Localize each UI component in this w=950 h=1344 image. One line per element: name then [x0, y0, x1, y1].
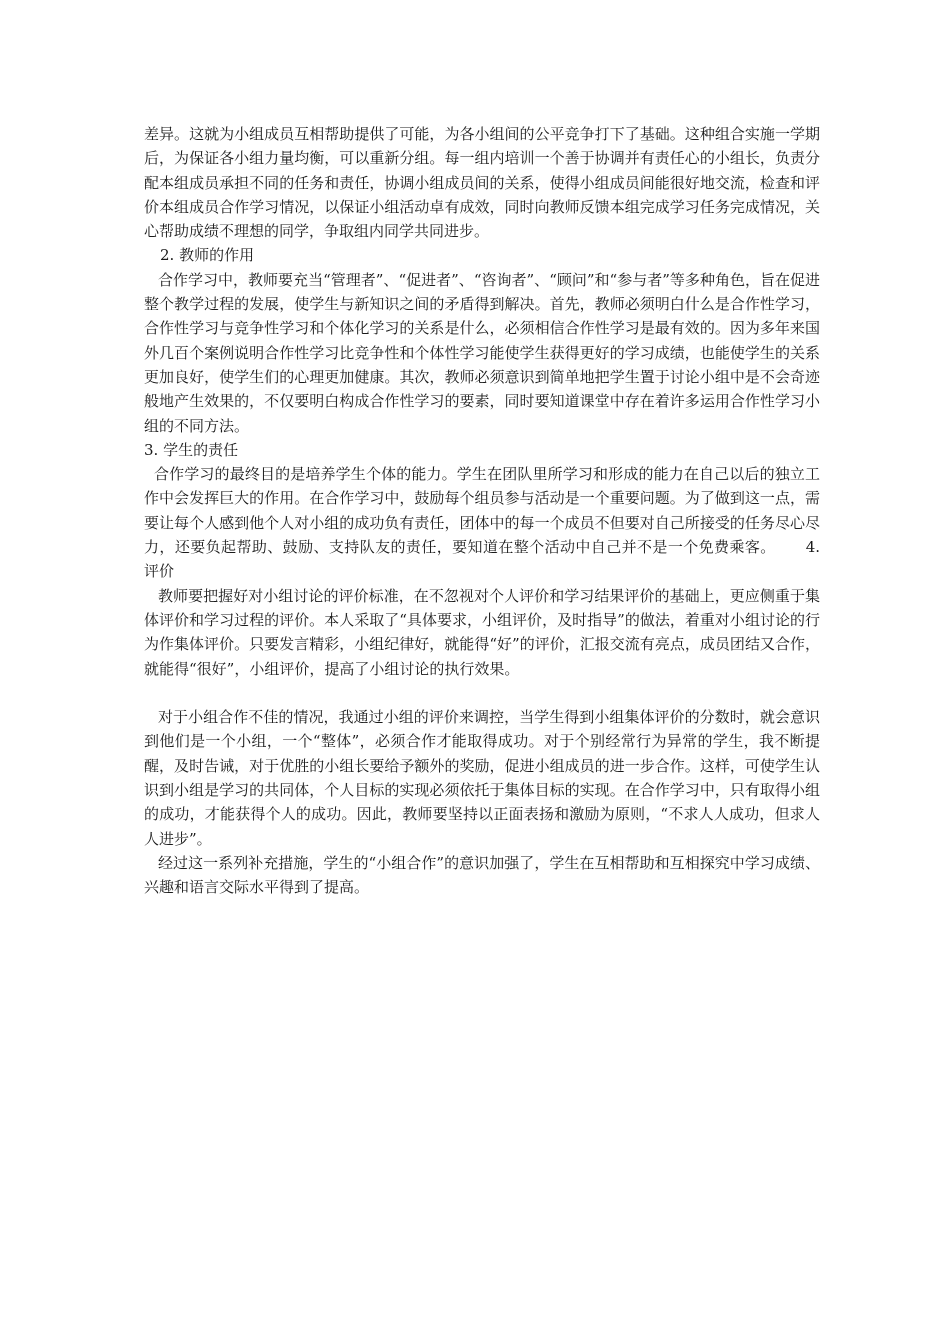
blank-line [144, 681, 820, 705]
section-heading-student-responsibility: 3. 学生的责任 [144, 440, 239, 459]
section-heading-evaluation: 4. 评价 [144, 538, 820, 581]
paragraph-poor-cooperation: 对于小组合作不佳的情况，我通过小组的评价来调控，当学生得到小组集体评价的分数时，就会意识到他们是一个小组，一个“整体”，必须合作才能取得成功。对于个别经常行为异常的学生，我不断提醒，及时告诫，对于优胜的小组长要给予额外的奖励，促进小组成员的进一步合作。这样，可使学生认识到小组是学习的共同体，个人目标的实现必须依托于集体目标的实现。在合作学习中，只有取得小组的成功，才能获得个人的成功。因此，教师要坚持以正面表扬和激励为原则，“不求人人成功，但求人人进步”。 [144, 708, 820, 848]
paragraph-teacher-role: 合作学习中，教师要充当“管理者”、“促进者”、“咨询者”、“顾问”和“参与者”等多种角色，旨在促进整个教学过程的发展，使学生与新知识之间的矛盾得到解决。首先，教师必须明白什么是合作性学习，合作性学习与竞争性学习和个体化学习的关系是什么，必须相信合作性学习是最有效的。因为多年来国外几百个案例说明合作性学习比竞争性和个体性学习能使学生获得更好的学习成绩，也能使学生的关系更加良好，使学生们的心理更加健康。其次，教师必须意识到简单地把学生置于讨论小组中是不会奇迹般地产生效果的，不仅要明白构成合作性学习的要素，同时要知道课堂中存在着许多运用合作性学习小组的不同方法。 [144, 270, 820, 435]
paragraph-group-leader: 差异。这就为小组成员互相帮助提供了可能，为各小组间的公平竞争打下了基础。这种组合实施一学期后，为保证各小组力量均衡，可以重新分组。每一组内培训一个善于协调并有责任心的小组长，负责分配本组成员承担不同的任务和责任，协调小组成员间的关系，使得小组成员间能很好地交流，检查和评价本组成员合作学习情况，以保证小组活动卓有成效，同时向教师反馈本组完成学习任务完成情况，关心帮助成绩不理想的同学，争取组内同学共同进步。 [144, 125, 820, 241]
paragraph-student-responsibility-text: 合作学习的最终目的是培养学生个体的能力。学生在团队里所学习和形成的能力在自己以后的独立工作中会发挥巨大的作用。在合作学习中，鼓励每个组员参与活动是一个重要问题。为了做到这一点，需要让每个人感到他个人对小组的成功负有责任，团体中的每一个成员不但要对自己所接受的任务尽心尽力，还要负起帮助、鼓励、支持队友的责任，要知道在整个活动中自己并不是一个免费乘客。 [144, 465, 820, 557]
paragraph-student-responsibility [144, 462, 820, 583]
paragraph-conclusion: 经过这一系列补充措施，学生的“小组合作”的意识加强了，学生在互相帮助和互相探究中学习成绩、兴趣和语言交际水平得到了提高。 [144, 853, 820, 897]
paragraph-evaluation: 教师要把握好对小组讨论的评价标准，在不忽视对个人评价和学习结果评价的基础上，更应侧重于集体评价和学习过程的评价。本人采取了“具体要求，小组评价，及时指导”的做法，着重对小组讨论的行为作集体评价。只要发言精彩，小组纪律好，就能得“好”的评价，汇报交流有亮点，成员团结又合作，就能得“很好”，小组评价，提高了小组讨论的执行效果。 [144, 586, 820, 678]
document-page [144, 122, 820, 900]
section-heading-teacher-role: 2. 教师的作用 [160, 246, 255, 265]
